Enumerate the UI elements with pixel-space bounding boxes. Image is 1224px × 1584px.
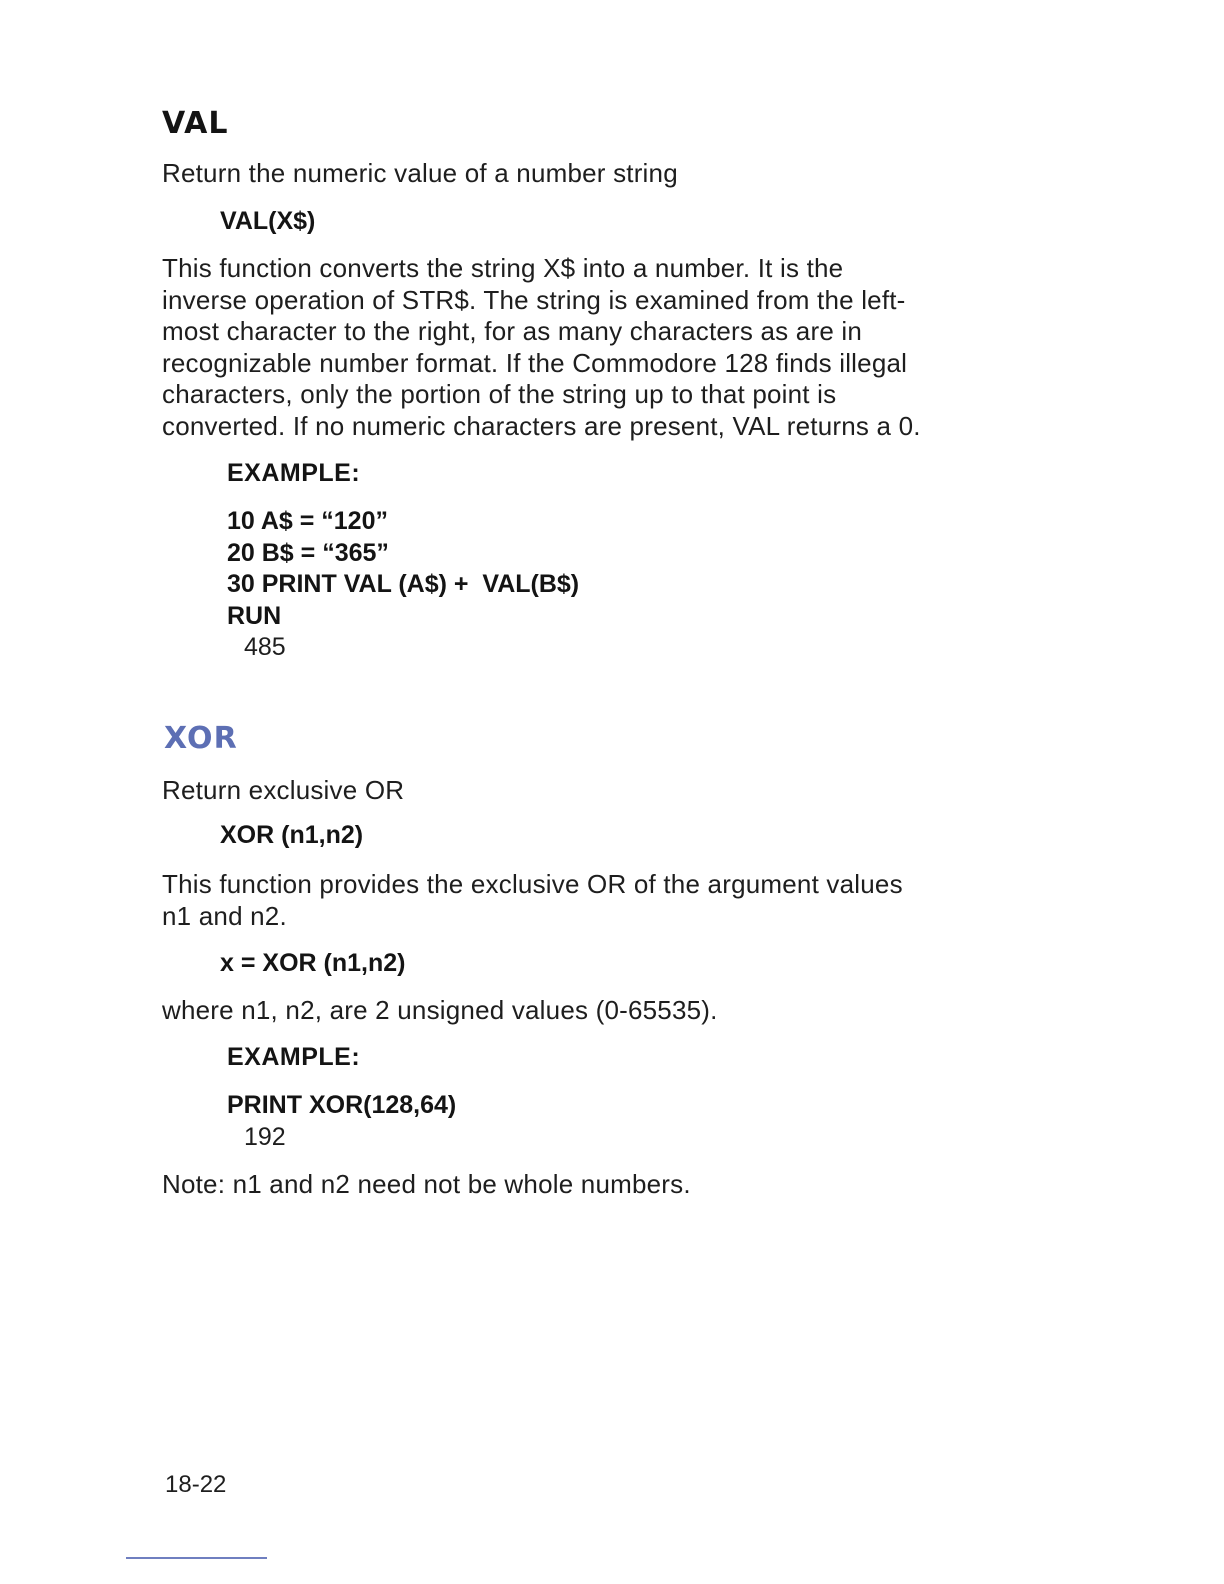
footer-rule: [126, 1557, 267, 1559]
val-example-label: EXAMPLE:: [227, 459, 361, 487]
xor-syntax: XOR (n1,n2): [220, 821, 364, 849]
xor-code-block: [227, 1090, 456, 1153]
page-number: 18-22: [165, 1471, 227, 1498]
xor-description: [162, 869, 1022, 932]
xor-assignment: x = XOR (n1,n2): [220, 949, 406, 977]
xor-note: Note: n1 and n2 need not be whole numbers.: [162, 1169, 691, 1199]
code-line: PRINT XOR(128,64): [227, 1091, 457, 1119]
val-description-line: converted. If no numeric characters are present, VAL returns a 0.: [162, 410, 921, 441]
val-description-line: recognizable number format. If the Commodore 128 finds illegal: [162, 347, 908, 378]
code-output: 485: [244, 633, 286, 661]
xor-description-line: This function provides the exclusive OR of the argument values: [162, 869, 903, 899]
code-output: 192: [244, 1122, 286, 1151]
val-description-line: most character to the right, for as many characters as are in: [162, 316, 863, 347]
val-description-line: inverse operation of STR$. The string is examined from the left-: [162, 284, 906, 315]
val-heading: VAL: [162, 106, 229, 141]
xor-example-label: EXAMPLE:: [227, 1043, 361, 1071]
val-description: [162, 253, 1022, 443]
xor-where-text: where n1, n2, are 2 unsigned values (0-65535).: [162, 995, 718, 1025]
xor-heading: XOR: [164, 721, 238, 756]
code-line: 20 B$ = “365”: [227, 538, 389, 567]
val-code-block: [227, 506, 579, 664]
xor-summary: Return exclusive OR: [162, 775, 405, 805]
code-line: 10 A$ = “120”: [227, 507, 388, 535]
val-description-line: This function converts the string X$ into a number. It is the: [162, 253, 844, 283]
xor-description-line: n1 and n2.: [162, 900, 287, 931]
val-description-line: characters, only the portion of the string up to that point is: [162, 379, 837, 410]
code-line: RUN: [227, 601, 282, 630]
val-syntax: VAL(X$): [220, 207, 316, 235]
code-line: 30 PRINT VAL (A$) + VAL(B$): [227, 570, 580, 598]
val-summary: Return the numeric value of a number string: [162, 158, 678, 188]
